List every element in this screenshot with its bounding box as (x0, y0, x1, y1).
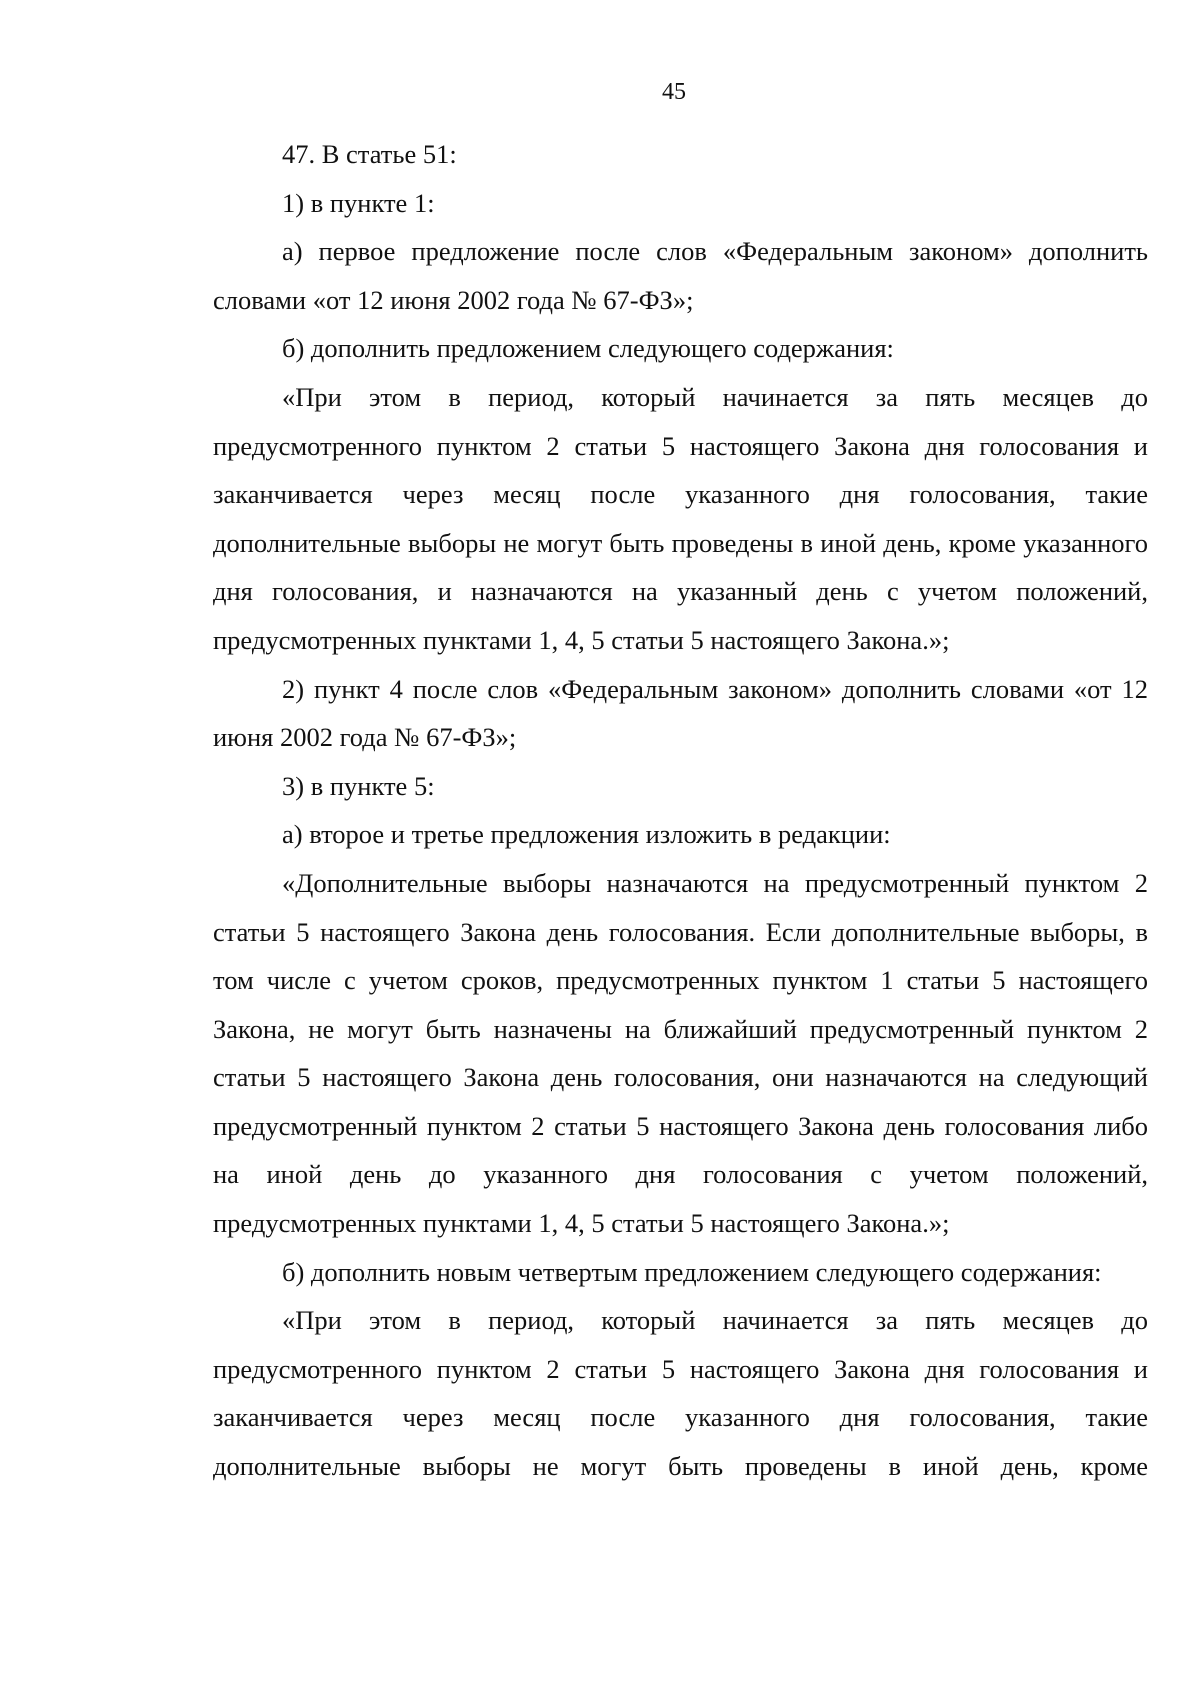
paragraph-item-1: 1) в пункте 1: (282, 187, 435, 218)
paragraph-item-3b: б) дополнить новым четвертым предложением следующего содержания: (282, 1256, 1102, 1287)
paragraph-quote-2: «Дополнительные выборы назначаются на предусмотренный пунктом 2 статьи 5 настоящего Закона день голосования. Если дополнительные выборы, в том числе с учетом сроков, предусмотренных пунктом 1 статьи 5 настоящего Закона, не могут быть назначены на ближайший предусмотренный пунктом 2 статьи 5 настоящего Закона день голосования, они назначаются на следующий предусмотренный пунктом 2 статьи 5 настоящего Закона день голосования либо на иной день до указанного дня голосования с учетом положений, предусмотренных пунктами 1, 4, 5 статьи 5 настоящего Закона.»; (213, 867, 1148, 1239)
paragraph-item-3: 3) в пункте 5: (282, 770, 435, 801)
paragraph-item-1b: б) дополнить предложением следующего содержания: (282, 333, 894, 364)
paragraph-item-1a: а) первое предложение после слов «Федеральным законом» дополнить словами «от 12 июня 2002 года № 67-ФЗ»; (213, 236, 1148, 315)
paragraph-quote-3: «При этом в период, который начинается за пять месяцев до предусмотренного пунктом 2 статьи 5 настоящего Закона дня голосования и заканчивается через месяц после указанного дня голосования, такие дополнительные выборы не могут быть проведены в иной день, кроме (213, 1305, 1148, 1482)
paragraph-item-2: 2) пункт 4 после слов «Федеральным законом» дополнить словами «от 12 июня 2002 года № 67-ФЗ»; (213, 673, 1148, 753)
paragraph-item-3a: а) второе и третье предложения изложить в редакции: (282, 819, 891, 850)
document-body (213, 130, 1148, 1491)
page-number: 45 (662, 79, 686, 105)
paragraph-article-heading: 47. В статье 51: (282, 139, 457, 169)
paragraph-quote-1: «При этом в период, который начинается за пять месяцев до предусмотренного пунктом 2 статьи 5 настоящего Закона дня голосования и заканчивается через месяц после указанного дня голосования, такие дополнительные выборы не могут быть проведены в иной день, кроме указанного дня голосования, и назначаются на указанный день с учетом положений, предусмотренных пунктами 1, 4, 5 статьи 5 настоящего Закона.»; (213, 381, 1148, 655)
